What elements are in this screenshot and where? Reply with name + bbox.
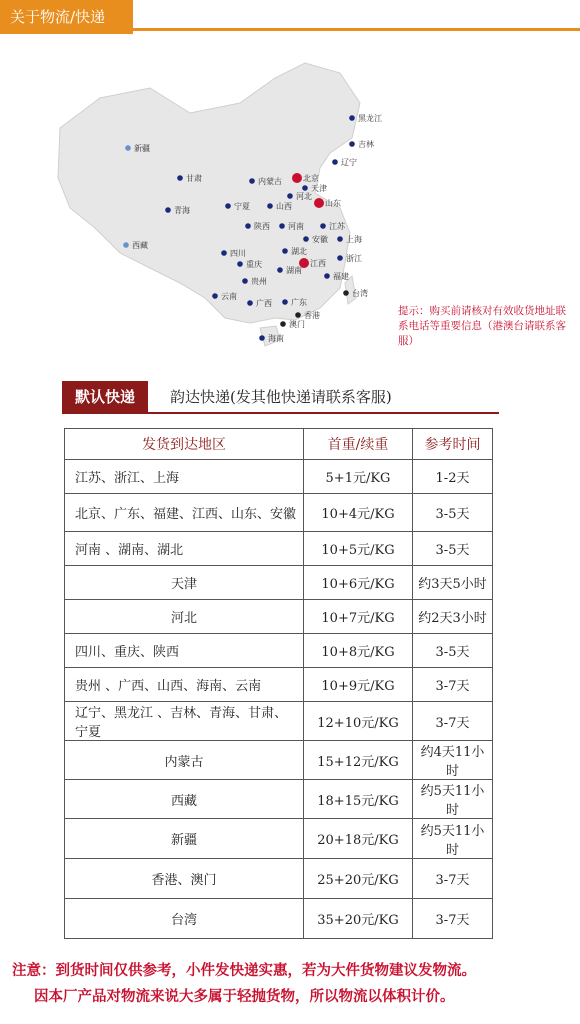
map-marker: [343, 290, 349, 296]
map-marker: [302, 185, 308, 191]
map-marker: [282, 248, 288, 254]
map-marker: [295, 312, 301, 318]
section-title-tab: 关于物流/快递: [0, 0, 133, 34]
map-marker: [337, 236, 343, 242]
map-label: 重庆: [246, 260, 262, 269]
cell-price: 12+10元/KG: [304, 702, 413, 741]
cell-price: 15+12元/KG: [304, 741, 413, 780]
map-marker: [324, 273, 330, 279]
default-express-text: 韵达快递(发其他快递请联系客服): [170, 388, 392, 406]
cell-region: 天津: [65, 566, 304, 600]
table-row: [65, 702, 493, 741]
map-label: 江苏: [329, 222, 345, 231]
map-marker: [277, 267, 283, 273]
map-label: 台湾: [352, 289, 368, 298]
map-label: 黑龙江: [358, 114, 382, 123]
map-label: 新疆: [134, 144, 150, 153]
map-marker: [279, 223, 285, 229]
cell-region: 台湾: [65, 899, 304, 939]
cell-region: 西藏: [65, 780, 304, 819]
table-row: [65, 494, 493, 532]
cell-price: 10+6元/KG: [304, 566, 413, 600]
map-marker: [221, 250, 227, 256]
map-marker: [177, 175, 183, 181]
cell-time: 3-5天: [413, 532, 493, 566]
cell-region: 河北: [65, 600, 304, 634]
notes: [12, 958, 578, 1010]
map-marker: [212, 293, 218, 299]
map-marker: [349, 115, 355, 121]
cell-price: 35+20元/KG: [304, 899, 413, 939]
map-label: 天津: [311, 184, 327, 193]
map-marker: [125, 145, 131, 151]
map-label: 浙江: [346, 254, 362, 263]
table-row: [65, 460, 493, 494]
cell-time: 3-5天: [413, 634, 493, 668]
cell-price: 10+5元/KG: [304, 532, 413, 566]
map-marker: [237, 261, 243, 267]
map-marker: [303, 236, 309, 242]
map-label: 海南: [268, 334, 284, 343]
map-marker: [249, 178, 255, 184]
table-row: [65, 600, 493, 634]
cell-region: 香港、澳门: [65, 859, 304, 899]
cell-region: 四川、重庆、陕西: [65, 634, 304, 668]
cell-price: 25+20元/KG: [304, 859, 413, 899]
cell-region: 辽宁、黑龙江 、吉林、青海、甘肃、宁夏: [65, 702, 304, 741]
default-express-bar: [62, 381, 499, 413]
map-marker: [349, 141, 355, 147]
map-marker: [320, 223, 326, 229]
note-line-1: 注意：到货时间仅供参考，小件发快递实惠，若为大件货物建议发物流。: [12, 963, 476, 979]
table-row: [65, 899, 493, 939]
cell-time: 3-7天: [413, 899, 493, 939]
table-row: [65, 634, 493, 668]
cell-time: 3-5天: [413, 494, 493, 532]
cell-region: 江苏、浙江、上海: [65, 460, 304, 494]
map-marker: [280, 321, 286, 327]
cell-price: 10+8元/KG: [304, 634, 413, 668]
map-marker: [242, 278, 248, 284]
map-label: 山西: [276, 202, 292, 211]
map-marker: [259, 335, 265, 341]
map-marker: [123, 242, 129, 248]
cell-time: 约3天5小时: [413, 566, 493, 600]
note-line-2: 因本厂产品对物流来说大多属于轻抛货物，所以物流以体积计价。: [34, 989, 455, 1005]
map-label: 贵州: [251, 277, 267, 286]
map-label: 吉林: [358, 140, 374, 149]
table-row: [65, 566, 493, 600]
cell-time: 约2天3小时: [413, 600, 493, 634]
map-marker: [287, 193, 293, 199]
default-express-label: 默认快递: [62, 381, 148, 413]
map-label: 安徽: [312, 235, 328, 244]
cell-time: 1-2天: [413, 460, 493, 494]
map-marker: [225, 203, 231, 209]
map-marker: [247, 300, 253, 306]
cell-region: 河南 、湖南、湖北: [65, 532, 304, 566]
cell-time: 约5天11小时: [413, 819, 493, 859]
map-marker: [332, 159, 338, 165]
table-row: [65, 819, 493, 859]
cell-price: 10+4元/KG: [304, 494, 413, 532]
cell-time: 3-7天: [413, 668, 493, 702]
map-marker: [245, 223, 251, 229]
map-label: 宁夏: [234, 202, 250, 211]
map-marker: [292, 173, 302, 183]
map-label: 江西: [310, 259, 326, 268]
map-label: 四川: [230, 249, 246, 258]
map-label: 湖南: [286, 266, 302, 275]
map-label: 河北: [296, 192, 312, 201]
map-label: 河南: [288, 222, 304, 231]
map-label: 西藏: [132, 241, 148, 250]
default-express-underline: [62, 412, 499, 414]
table-row: [65, 859, 493, 899]
cell-region: 贵州 、广西、山西、海南、云南: [65, 668, 304, 702]
cell-price: 20+18元/KG: [304, 819, 413, 859]
map-label: 北京: [303, 174, 319, 183]
map-label: 辽宁: [341, 158, 357, 167]
cell-time: 3-7天: [413, 859, 493, 899]
cell-price: 5+1元/KG: [304, 460, 413, 494]
map-label: 澳门: [289, 320, 305, 329]
map-label: 青海: [174, 206, 190, 215]
col-header-price: 首重/续重: [304, 429, 413, 460]
map-marker: [314, 198, 324, 208]
table-row: [65, 741, 493, 780]
cell-price: 10+9元/KG: [304, 668, 413, 702]
cell-region: 内蒙古: [65, 741, 304, 780]
cell-region: 新疆: [65, 819, 304, 859]
china-map: [40, 58, 420, 358]
table-row: [65, 532, 493, 566]
map-marker: [267, 203, 273, 209]
map-label: 香港: [304, 311, 320, 320]
table-row: [65, 668, 493, 702]
shipping-rate-table: [64, 428, 493, 939]
cell-time: 约4天11小时: [413, 741, 493, 780]
tip-note: 提示：购买前请核对有效收货地址联系电话等重要信息（港澳台请联系客服）: [398, 305, 566, 347]
map-label: 甘肃: [186, 174, 202, 183]
map-marker: [282, 299, 288, 305]
col-header-region: 发货到达地区: [65, 429, 304, 460]
map-label: 陕西: [254, 222, 270, 231]
cell-time: 3-7天: [413, 702, 493, 741]
col-header-time: 参考时间: [413, 429, 493, 460]
map-label: 云南: [221, 292, 237, 301]
map-label: 上海: [346, 235, 362, 244]
map-label: 广东: [291, 298, 307, 307]
map-marker: [165, 207, 171, 213]
china-outline: [58, 63, 360, 323]
cell-price: 18+15元/KG: [304, 780, 413, 819]
map-label: 山东: [325, 199, 341, 208]
map-label: 广西: [256, 299, 272, 308]
map-marker: [337, 255, 343, 261]
cell-price: 10+7元/KG: [304, 600, 413, 634]
table-row: [65, 780, 493, 819]
map-label: 湖北: [291, 247, 307, 256]
cell-region: 北京、广东、福建、江西、山东、安徽: [65, 494, 304, 532]
map-label: 福建: [333, 272, 349, 281]
cell-time: 约5天11小时: [413, 780, 493, 819]
map-label: 内蒙古: [258, 177, 282, 186]
